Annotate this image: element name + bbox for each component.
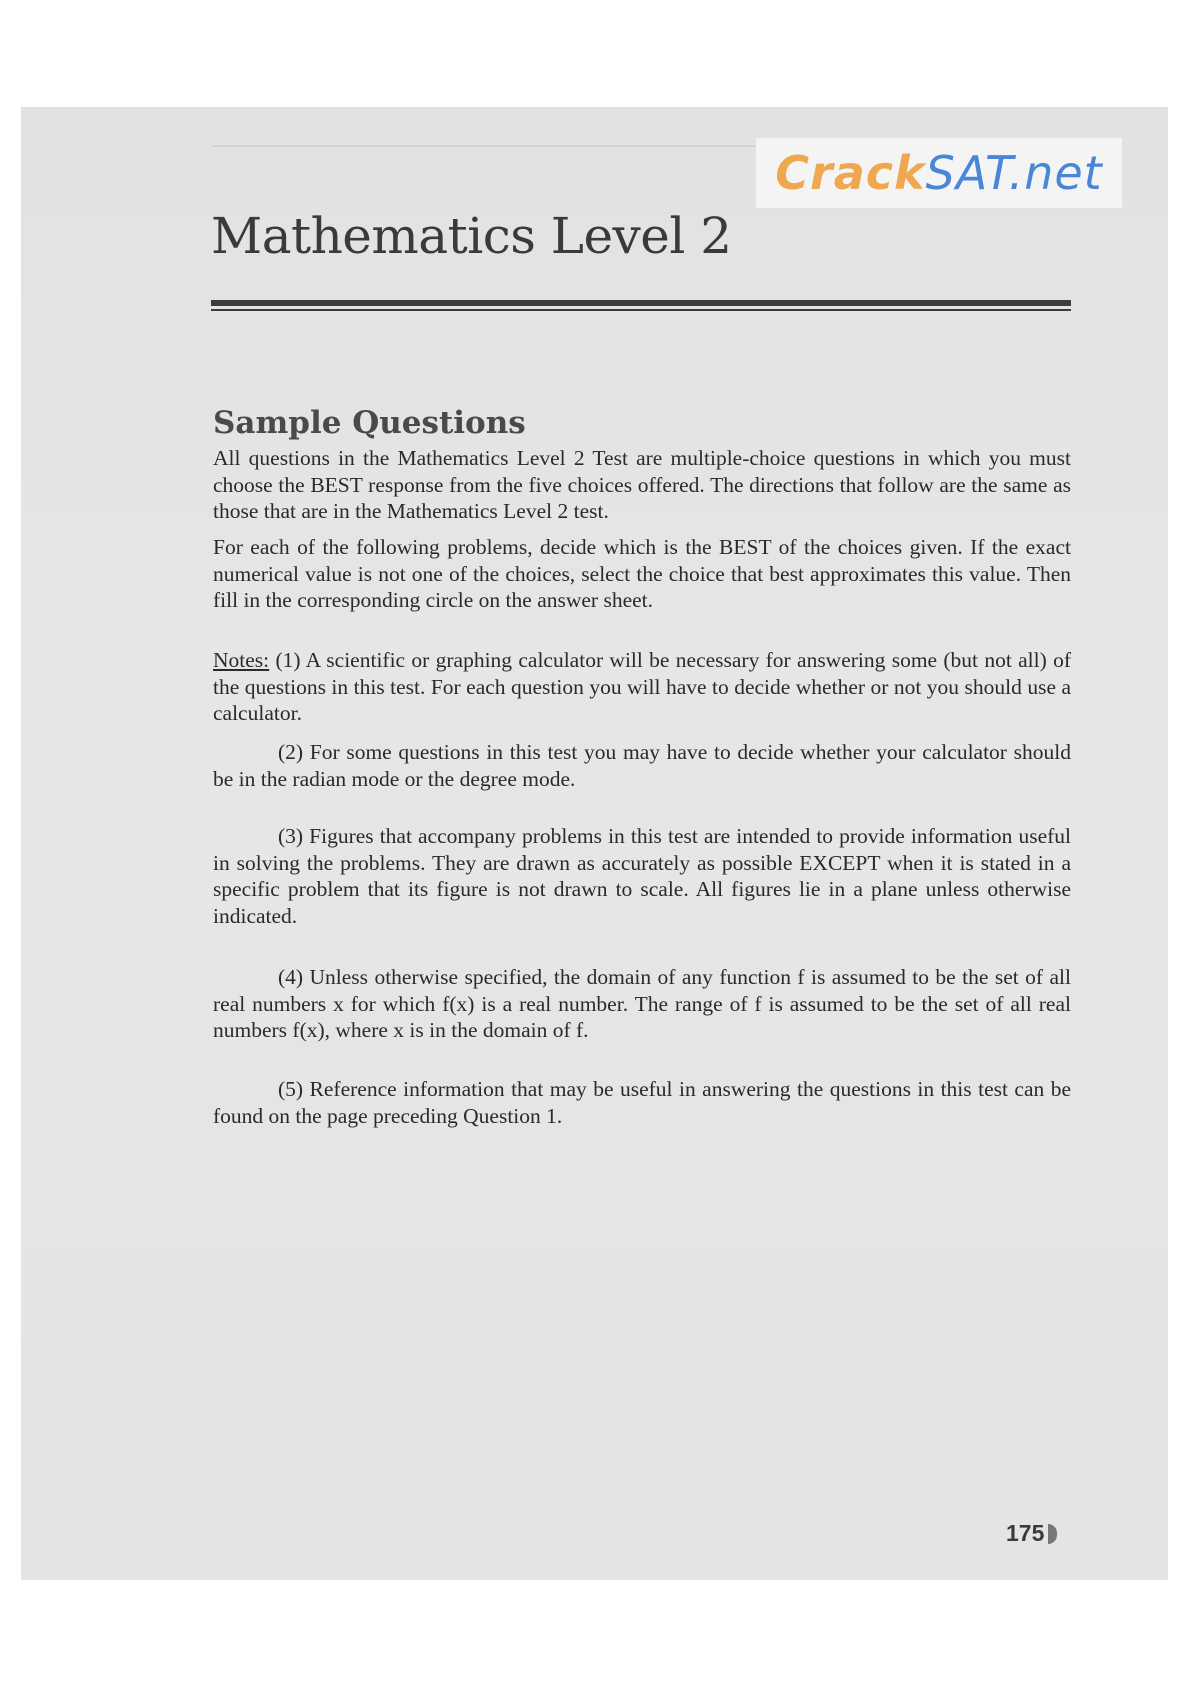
watermark-crack: Crack — [775, 146, 926, 200]
note-1-text: (1) A scientific or graphing calculator will be necessary for answering some (but not all) of the questions in this test. For each question you will have to decide whether or not you should use a calculator. — [213, 648, 1071, 725]
title-rule-thin — [211, 309, 1071, 311]
section-title: Sample Questions — [213, 405, 526, 441]
watermark-logo — [756, 138, 1122, 208]
book-page — [21, 107, 1168, 1580]
directions-paragraph: For each of the following problems, decide which is the BEST of the choices given. If the exact numerical value is not one of the choices, select the choice that best approximates this value. Then fill in the corresponding circle on the answer sheet. — [213, 535, 1071, 612]
page-marker-icon — [1048, 1524, 1057, 1544]
note-1 — [213, 647, 1071, 727]
bleed-through-line — [211, 145, 771, 147]
notes-label: Notes: — [213, 648, 270, 672]
note-4: (4) Unless otherwise specified, the domain of any function f is assumed to be the set of all real numbers x for which f(x) is a real number. The range of f is assumed to be the set of all real numbers f(x), where x is in the domain of f. — [213, 965, 1071, 1042]
watermark-sat: SAT.net — [925, 146, 1103, 200]
intro-paragraph: All questions in the Mathematics Level 2 Test are multiple-choice questions in which you must choose the BEST response from the five choices offered. The directions that follow are the same as those that are in the Mathematics Level 2 test. — [213, 446, 1071, 523]
page-number — [1006, 1520, 1057, 1547]
title-rule-thick — [211, 300, 1071, 306]
page-title: Mathematics Level 2 — [211, 207, 732, 265]
note-2: (2) For some questions in this test you may have to decide whether your calculator should be in the radian mode or the degree mode. — [213, 740, 1071, 791]
page-number-text: 175 — [1006, 1520, 1045, 1546]
note-3: (3) Figures that accompany problems in this test are intended to provide information useful in solving the problems. They are drawn as accurately as possible EXCEPT when it is stated in a specific problem that its figure is not drawn to scale. All figures lie in a plane unless otherwise indicated. — [213, 824, 1071, 928]
note-5: (5) Reference information that may be useful in answering the questions in this test can be found on the page preceding Question 1. — [213, 1077, 1071, 1128]
